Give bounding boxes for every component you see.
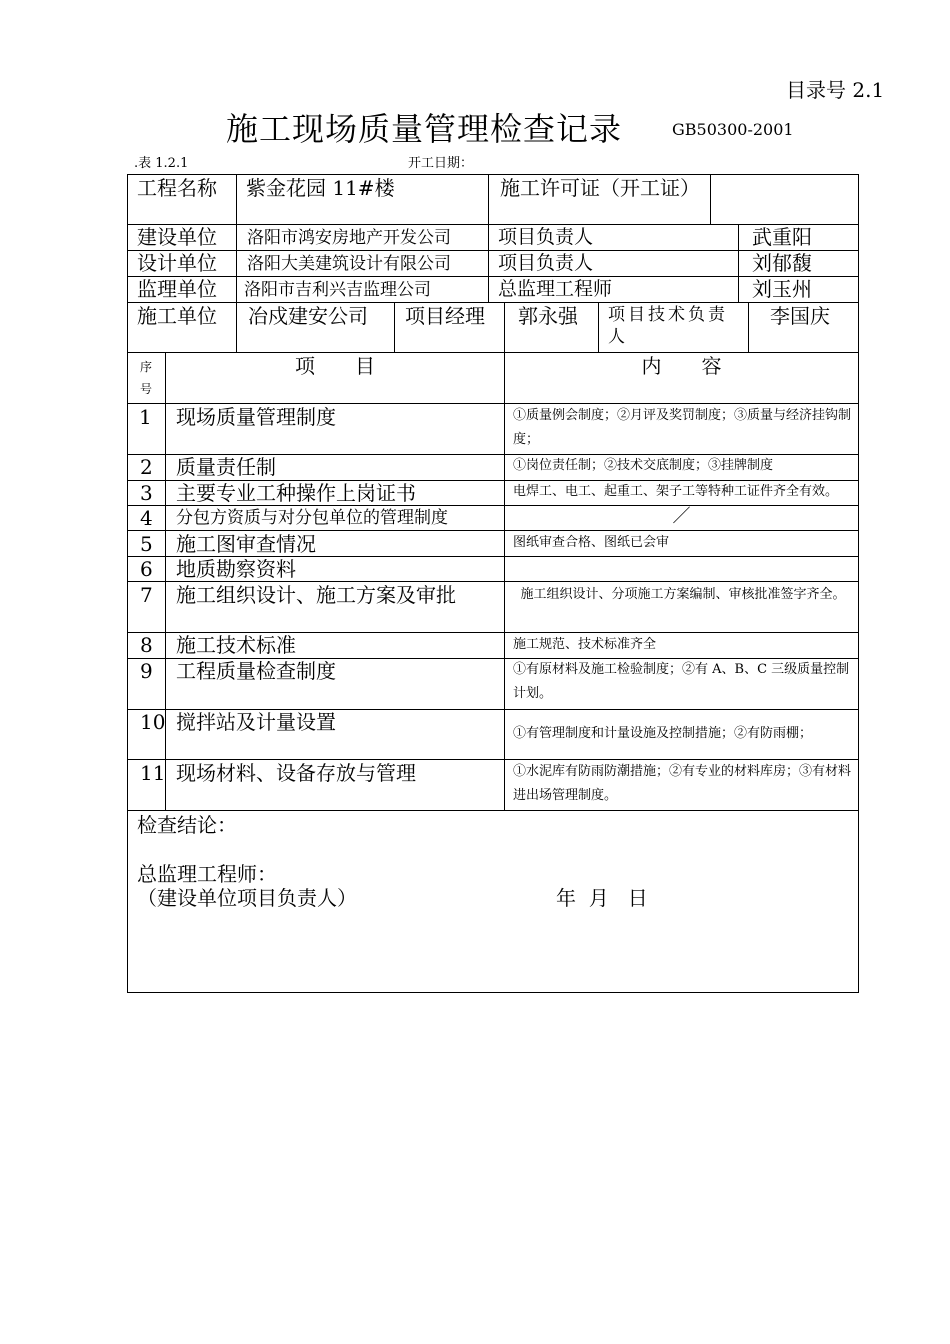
row-11-item: 现场材料、设备存放与管理 — [176, 761, 416, 785]
start-date-label: 开工日期： — [408, 156, 474, 171]
row-5-content: 图纸审查合格、图纸已会审 — [513, 535, 670, 550]
project-name: 紫金花园 11#楼 — [246, 176, 395, 200]
contractor-label: 施工单位 — [137, 304, 217, 328]
row-5-no: 5 — [140, 532, 153, 556]
design-unit: 洛阳大美建筑设计有限公司 — [247, 254, 451, 274]
row-9-content: ①有原材料及施工检验制度；②有 A、B、C 三级质量控制计划。 — [513, 662, 850, 701]
owner-unit: 洛阳市鸿安房地产开发公司 — [247, 228, 451, 248]
tech-lead-label: 项目技术负责人 — [608, 305, 728, 347]
row-11-no: 11 — [140, 761, 166, 785]
item-header: 项 目 — [295, 354, 375, 378]
design-lead-label: 项目负责人 — [498, 252, 594, 274]
project-name-label: 工程名称 — [137, 176, 217, 200]
row-9-item: 工程质量检查制度 — [176, 659, 336, 683]
chief-signature-label: 总监理工程师： — [137, 862, 277, 886]
row-8-no: 8 — [140, 633, 153, 657]
row-2-content: ①岗位责任制；②技术交底制度；③挂牌制度 — [513, 458, 774, 473]
conclusion-label: 检查结论： — [137, 813, 237, 837]
owner-lead-signature-label: （建设单位项目负责人） — [137, 886, 357, 910]
tech-lead-name: 李国庆 — [770, 304, 830, 328]
row-4-content: ／ — [672, 506, 691, 527]
row-4-no: 4 — [140, 506, 153, 530]
row-7-item: 施工组织设计、施工方案及审批 — [176, 583, 456, 607]
page-title: 施工现场质量管理检查记录 — [226, 110, 623, 148]
row-7-content: 施工组织设计、分项施工方案编制、审核批准签字齐全。 — [520, 587, 846, 602]
permit-label: 施工许可证（开工证） — [500, 176, 700, 200]
row-3-no: 3 — [140, 481, 153, 505]
row-10-content: ①有管理制度和计量设施及控制措施；②有防雨棚； — [513, 726, 813, 741]
catalog-number: 目录号 2.1 — [786, 78, 885, 102]
owner-lead: 武重阳 — [752, 225, 812, 249]
row-6-item: 地质勘察资料 — [176, 557, 296, 581]
row-5-item: 施工图审查情况 — [176, 532, 316, 556]
row-2-item: 质量责任制 — [176, 455, 276, 479]
row-4-item: 分包方资质与对分包单位的管理制度 — [176, 508, 448, 528]
pm-label: 项目经理 — [405, 304, 485, 328]
content-header: 内 容 — [641, 354, 722, 378]
row-2-no: 2 — [140, 455, 153, 479]
contractor-unit: 冶戍建安公司 — [248, 304, 368, 328]
row-3-content: 电焊工、电工、起重工、架子工等特种工证件齐全有效。 — [513, 484, 839, 499]
supervisor-label: 监理单位 — [137, 277, 217, 301]
form-number: .表 1.2.1 — [134, 156, 189, 171]
chief-engineer: 刘玉州 — [752, 277, 812, 301]
seq-header: 序号 — [140, 360, 153, 396]
owner-label: 建设单位 — [137, 225, 217, 249]
chief-engineer-label: 总监理工程师 — [498, 278, 613, 300]
design-lead: 刘郁馥 — [752, 251, 812, 275]
row-8-content: 施工规范、技术标准齐全 — [513, 637, 657, 652]
pm-name: 郭永强 — [518, 304, 578, 328]
date-label: 年 月 日 — [556, 886, 648, 910]
row-11-content: ①水泥库有防雨防潮措施；②有专业的材料库房；③有材料进出场管理制度。 — [513, 764, 852, 803]
supervisor-unit: 洛阳市吉利兴吉监理公司 — [244, 280, 431, 300]
row-3-item: 主要专业工种操作上岗证书 — [176, 481, 416, 505]
row-7-no: 7 — [140, 583, 153, 607]
row-10-no: 10 — [140, 710, 166, 734]
row-1-content: ①质量例会制度；②月评及奖罚制度；③质量与经济挂钩制度； — [513, 408, 852, 447]
row-10-item: 搅拌站及计量设置 — [176, 710, 336, 734]
row-1-no: 1 — [139, 405, 152, 429]
row-9-no: 9 — [140, 659, 153, 683]
design-label: 设计单位 — [137, 251, 217, 275]
row-1-item: 现场质量管理制度 — [176, 405, 336, 429]
row-6-no: 6 — [140, 557, 153, 581]
standard-code: GB50300-2001 — [672, 120, 794, 139]
row-8-item: 施工技术标准 — [176, 633, 296, 657]
owner-lead-label: 项目负责人 — [498, 226, 594, 248]
